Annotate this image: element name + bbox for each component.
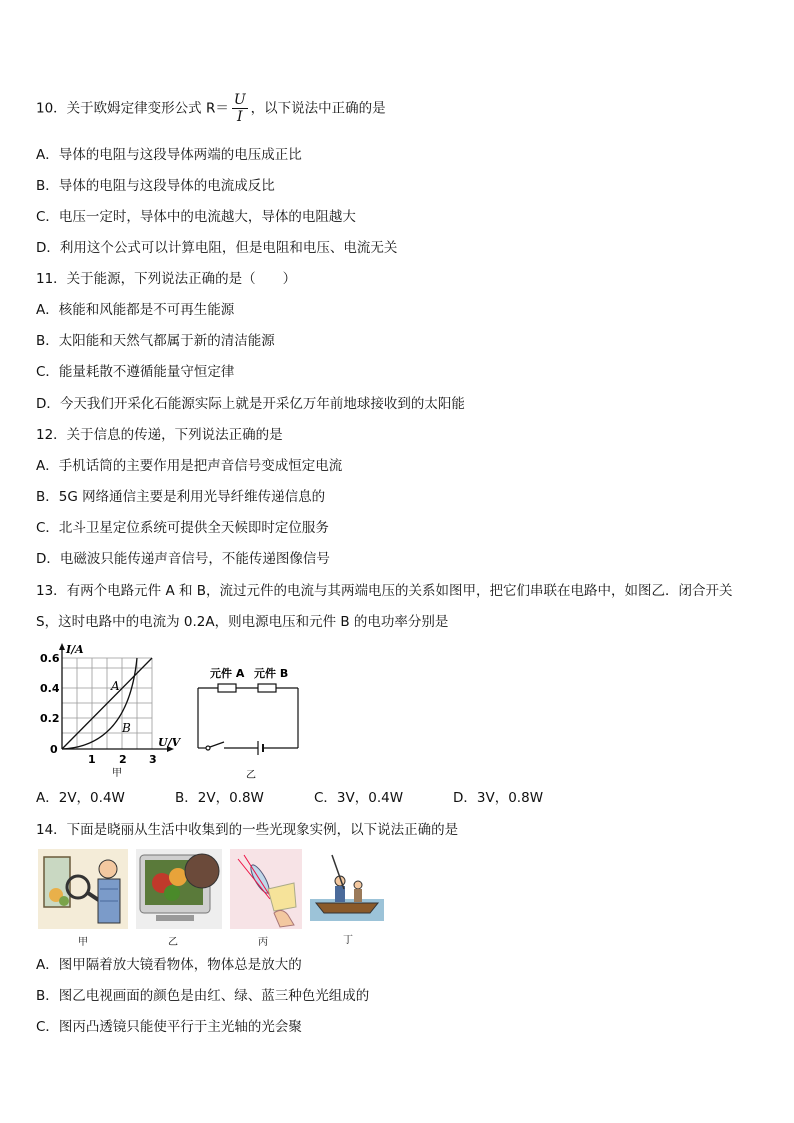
iv-graph [30, 640, 190, 780]
q13-option-d: D．3V，0.8W [453, 790, 544, 806]
element-b-label: 元件 B [254, 667, 289, 680]
element-b-resistor [258, 684, 276, 692]
q13-option-b: B．2V，0.8W [175, 790, 264, 806]
curve-b-label: B [122, 721, 131, 735]
y-axis-arrow [59, 643, 65, 650]
q12-option-d: D．电磁波只能传递声音信号，不能传递图像信号 [36, 551, 330, 567]
q13-options [36, 789, 543, 807]
q10-stem-suffix: ，以下说法中正确的是 [250, 100, 386, 117]
circuit-caption: 乙 [246, 770, 256, 781]
q12-option-a: A．手机话筒的主要作用是把声音信号变成恒定电流 [36, 458, 343, 474]
q11-option-d: D．今天我们开采化石能源实际上就是开采亿万年前地球接收到的太阳能 [36, 396, 465, 412]
q11-option-a: A．核能和风能都是不可再生能源 [36, 302, 235, 318]
q12-stem: 12．关于信息的传递，下列说法正确的是 [36, 427, 283, 443]
q14-caption-jia: 甲 [78, 937, 88, 948]
q10-option-d: D．利用这个公式可以计算电阻，但是电阻和电压、电流无关 [36, 240, 398, 256]
q13-stem-line1: 13．有两个电路元件 A 和 B，流过元件的电流与其两端电压的关系如图甲，把它们串联在电路中，如图乙．闭合开关 [36, 583, 733, 599]
q10-option-b: B．导体的电阻与这段导体的电流成反比 [36, 178, 275, 194]
photo-television [136, 849, 222, 929]
q10-stem-prefix: 10．关于欧姆定律变形公式 R＝ [36, 100, 229, 117]
q14-caption-bing: 丙 [258, 937, 268, 948]
photo-magnifier [38, 849, 128, 929]
fraction-numerator: U [233, 92, 246, 108]
q12-option-c: C．北斗卫星定位系统可提供全天候即时定位服务 [36, 520, 329, 536]
switch-contact [206, 746, 210, 750]
y-tick-0.6: 0.6 [40, 652, 60, 665]
fraction-denominator: I [237, 109, 243, 125]
q11-option-c: C．能量耗散不遵循能量守恒定律 [36, 364, 235, 380]
q14-option-c: C．图丙凸透镜只能使平行于主光轴的光会聚 [36, 1019, 302, 1035]
q10-option-a: A．导体的电阻与这段导体两端的电压成正比 [36, 147, 302, 163]
y-tick-0: 0 [50, 743, 58, 756]
q14-stem: 14．下面是晓丽从生活中收集到的一些光现象实例，以下说法正确的是 [36, 822, 459, 838]
y-tick-0.4: 0.4 [40, 682, 60, 695]
ohm-formula-fraction [232, 92, 248, 125]
q14-option-b: B．图乙电视画面的颜色是由红、绿、蓝三种色光组成的 [36, 988, 370, 1004]
y-tick-0.2: 0.2 [40, 712, 60, 725]
y-axis-label: I/A [66, 643, 84, 656]
graph-caption: 甲 [112, 768, 122, 779]
curve-b-line [62, 658, 137, 749]
q14-caption-ding: 丁 [343, 935, 353, 946]
q13-option-a: A．2V，0.4W [36, 790, 125, 806]
element-a-resistor [218, 684, 236, 692]
q10-option-c: C．电压一定时，导体中的电流越大，导体的电阻越大 [36, 209, 356, 225]
x-axis-label: U/V [158, 736, 181, 749]
q13-option-c: C．3V，0.4W [314, 790, 404, 806]
q10-stem [36, 92, 386, 125]
series-circuit [190, 662, 310, 782]
photo-fishing-boat [310, 849, 384, 929]
q14-caption-yi: 乙 [168, 937, 178, 948]
element-a-label: 元件 A [210, 667, 245, 680]
switch-lever [210, 742, 224, 747]
x-tick-2: 2 [119, 753, 127, 766]
curve-a-label: A [111, 679, 120, 693]
photo-convex-lens [230, 849, 302, 929]
q14-option-a: A．图甲隔着放大镜看物体，物体总是放大的 [36, 957, 302, 973]
x-tick-3: 3 [149, 753, 157, 766]
x-tick-1: 1 [88, 753, 96, 766]
q11-stem: 11．关于能源，下列说法正确的是（ ） [36, 271, 297, 287]
q13-stem-line2: S，这时电路中的电流为 0.2A，则电源电压和元件 B 的电功率分别是 [36, 614, 449, 630]
q11-option-b: B．太阳能和天然气都属于新的清洁能源 [36, 333, 275, 349]
q12-option-b: B．5G 网络通信主要是利用光导纤维传递信息的 [36, 489, 326, 505]
